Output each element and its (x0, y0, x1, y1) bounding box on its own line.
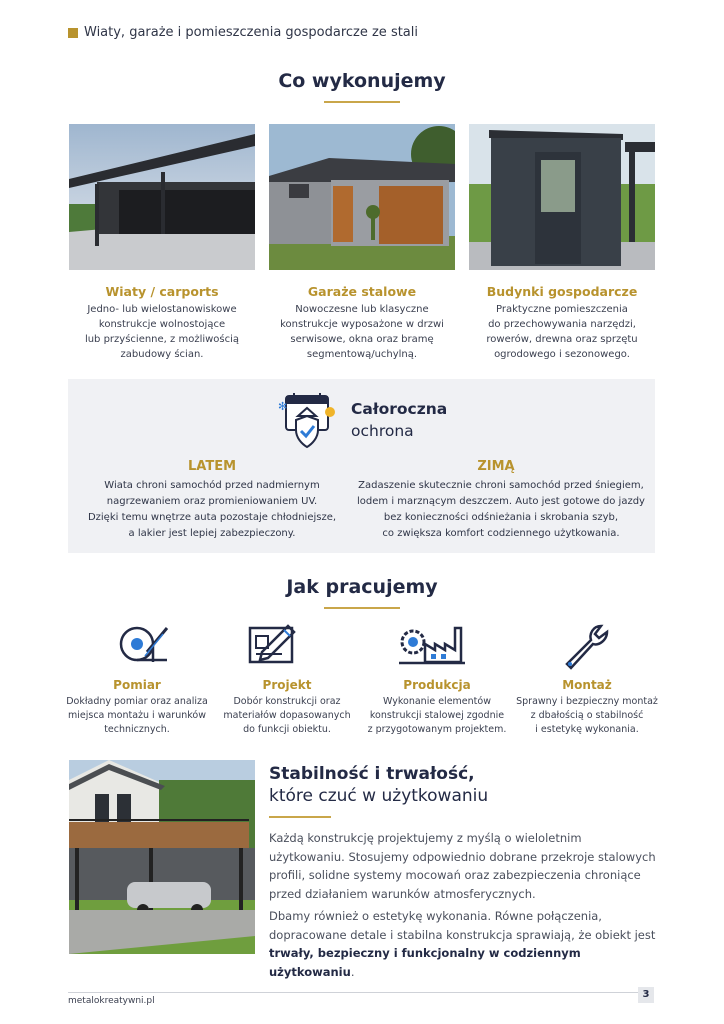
stability-paragraph-1: Każdą konstrukcję projektujemy z myślą o wieloletnim użytkowaniu. Stosujemy odpowiednio dobrane przekroje stalowych profili, solidne systemy mocowań oraz zabezpieczenia chroniące przed działaniem warunków atmosferycznych. (269, 831, 656, 901)
factory-gear-icon (397, 620, 467, 668)
title-underline (324, 607, 400, 609)
stability-title-light: które czuć w użytkowaniu (269, 786, 489, 806)
section-title-how-we-work: Jak pracujemy (286, 576, 438, 598)
steel-garage-photo (269, 124, 455, 270)
card-title-garages: Garaże stalowe (307, 284, 417, 299)
step-desc-design: Dobór konstrukcji oraz materiałów dopasowanych do funkcji obiektu. (223, 696, 351, 735)
header-title: Wiaty, garaże i pomieszczenia gospodarcze ze stali (84, 25, 419, 40)
step-title-installation: Montaż (562, 678, 612, 692)
summer-text: Wiata chroni samochód przed nadmiernym nagrzewaniem oraz promieniowaniem UV. Dzięki temu wnętrze auta pozostaje chłodniejsze, a lakier jest lepiej zabezpieczony. (87, 480, 337, 539)
step-desc-installation: Sprawny i bezpieczny montaż z dbałością o stabilność i estetykę wykonania. (516, 696, 658, 735)
winter-text: Zadaszenie skutecznie chroni samochód przed śniegiem, lodem i marznącym deszczem. Auto jest gotowe do jazdy bez konieczności odśnieżania i skrobania szyb, co zwiększa komfort codziennego użytkowania. (357, 480, 645, 539)
terrace-carport-photo (69, 760, 255, 954)
title-underline (324, 101, 400, 103)
svg-text:✻: ✻ (278, 400, 288, 413)
section-title-what-we-do: Co wykonujemy (278, 70, 446, 92)
footer-site: metalokreatywni.pl (68, 996, 155, 1006)
step-title-production: Produkcja (403, 678, 471, 692)
winter-title: ZIMĄ (477, 459, 515, 474)
protection-title-line1: Całoroczna (351, 400, 448, 418)
card-desc-carports: Jedno- lub wielostanowiskowe konstrukcje wolnostojące lub przyścienne, z możliwością zabudowy ścian. (84, 304, 240, 360)
step-desc-measure: Dokładny pomiar oraz analiza miejsca montażu i warunków technicznych. (66, 696, 208, 735)
measuring-tape-icon (117, 622, 171, 668)
carport-photo (69, 124, 255, 270)
utility-building-photo (469, 124, 655, 270)
step-title-measure: Pomiar (113, 678, 161, 692)
card-title-utility-buildings: Budynki gospodarcze (486, 284, 638, 299)
summer-title: LATEM (187, 459, 237, 474)
card-desc-garages: Nowoczesne lub klasyczne konstrukcje wyposażone w drzwi serwisowe, okna oraz bramę segmentową/uchylną. (280, 304, 444, 360)
header-square-marker (68, 28, 78, 38)
blueprint-pencil-icon (248, 622, 304, 668)
stability-paragraph-2: Dbamy również o estetykę wykonania. Równe połączenia, dopracowane detale i stabilna konstrukcja sprawiają, że obiekt jest trwały, bezpieczny i funkcjonalny w codziennym użytkowaniu. (269, 909, 656, 979)
wrench-icon (561, 624, 611, 670)
step-desc-production: Wykonanie elementów konstrukcji stalowej zgodnie z przygotowanym projektem. (367, 696, 507, 735)
card-desc-utility-buildings: Praktyczne pomieszczenia do przechowywania narzędzi, rowerów, drewna oraz sprzętu ogrodowego i sezonowego. (486, 304, 638, 360)
calendar-shield-icon (276, 392, 338, 450)
card-title-carports: Wiaty / carports (105, 284, 219, 299)
page-number: 3 (638, 987, 654, 1003)
step-title-design: Projekt (262, 678, 312, 692)
stability-underline (269, 816, 331, 818)
protection-title-line2: ochrona (351, 422, 414, 440)
footer-divider (68, 992, 654, 993)
stability-title-bold: Stabilność i trwałość, (269, 764, 475, 784)
